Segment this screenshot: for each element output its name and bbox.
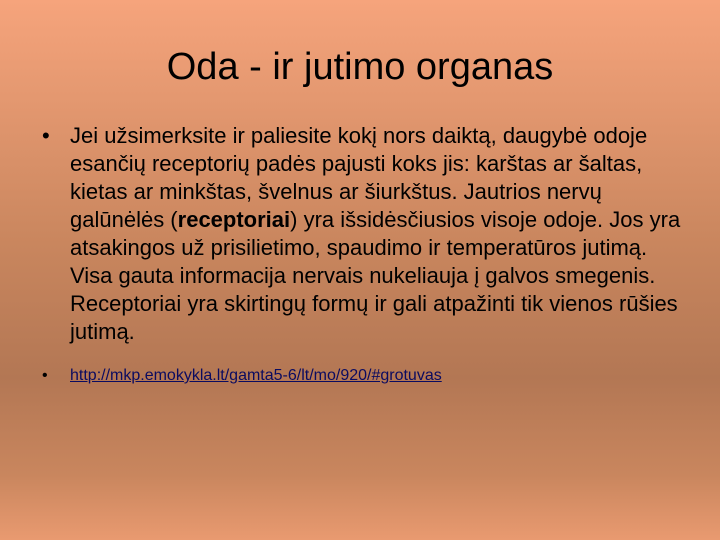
bullet-paragraph <box>40 122 690 346</box>
bullet-list <box>40 122 690 386</box>
bullet-marker: • <box>42 123 50 148</box>
bullet-marker: • <box>42 367 48 384</box>
paragraph-text-end: ) yra išsidėsčiusios visoje odoje. Jos yra atsakingos už prisilietimo, spaudimo ir temperatūros jutimą. Visa gauta informacija nervais nukeliauja į galvos smegenis. Receptoriai yra skirtingų formų ir gali atpažinti tik vienos rūšies jutimą. <box>70 207 681 344</box>
slide-title: Oda - ir jutimo organas <box>166 46 554 88</box>
paragraph-text-start: Jei užsimerksite ir paliesite kokį nors daiktą, daugybė odoje esančių receptorių padės pajusti koks jis: karštas ar šaltas, kietas ar minkštas, švelnus ar šiurkštus. Jautrios nervų galūnėlės ( <box>70 123 648 232</box>
bullet-link <box>40 366 690 386</box>
resource-link[interactable]: http://mkp.emokykla.lt/gamta5-6/lt/mo/920/#grotuvas <box>70 367 442 384</box>
paragraph-bold-term: receptoriai <box>177 207 291 232</box>
